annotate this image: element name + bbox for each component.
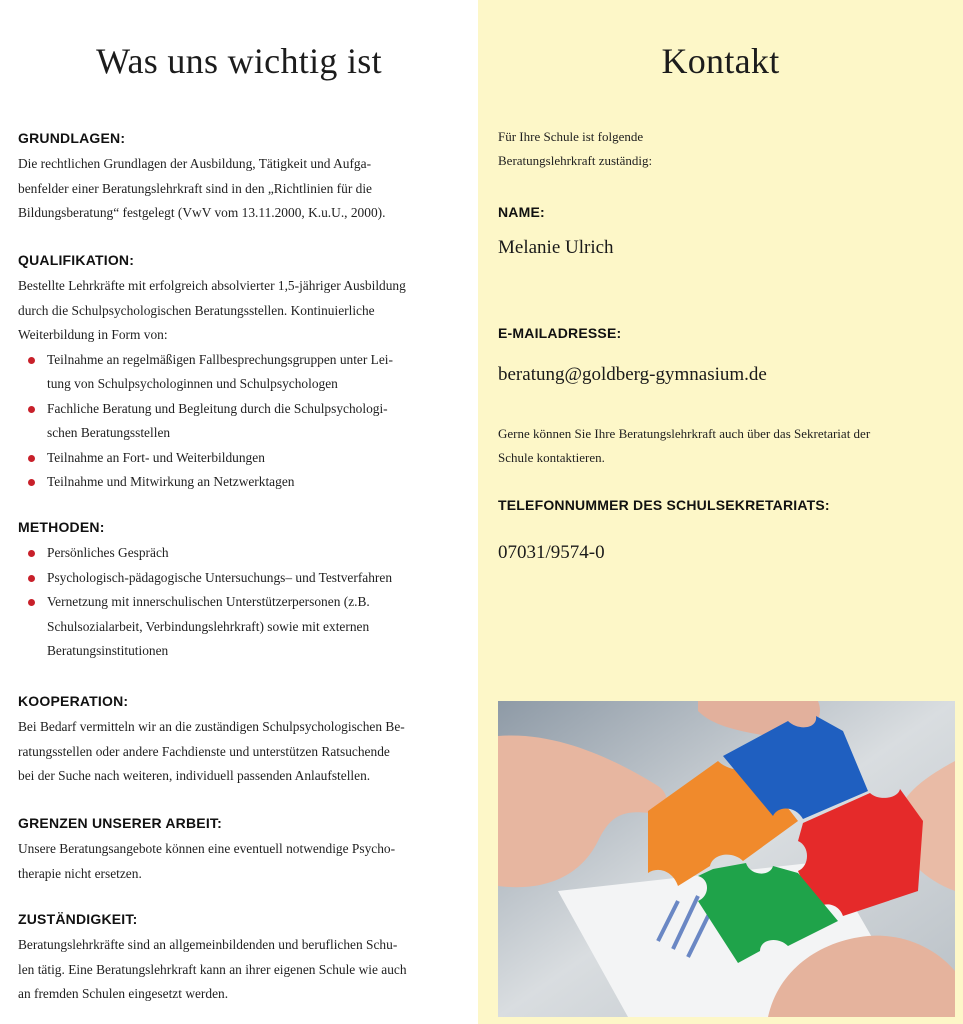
contact-title: Kontakt <box>661 41 780 81</box>
text-line: Unsere Beratungsangebote können eine eventuell notwendige Psycho- <box>18 841 396 856</box>
text-line: Weiterbildung in Form von: <box>18 327 168 342</box>
bullet-icon <box>28 455 35 462</box>
phone-value: 07031/9574-0 <box>498 542 605 563</box>
text-line: Für Ihre Schule ist folgende <box>498 129 644 144</box>
item-line: Fachliche Beratung und Begleitung durch die Schulpsychologi- <box>47 400 388 416</box>
text-line: bei der Suche nach weiteren, individuell passenden Anlaufstellen. <box>18 768 371 783</box>
bullet-icon <box>28 550 35 557</box>
item-line: Teilnahme an regelmäßigen Fallbesprechungsgruppen unter Lei- <box>47 351 393 367</box>
methoden-list <box>18 541 463 664</box>
bullet-icon <box>28 599 35 606</box>
section-qualifikation <box>18 251 463 495</box>
text-line: Beratungslehrkräfte sind an allgemeinbildenden und beruflichen Schu- <box>18 937 398 952</box>
puzzle-photo <box>498 701 955 1017</box>
text-line: ratungsstellen oder andere Fachdienste und unterstützen Ratsuchende <box>18 743 390 759</box>
text-line: len tätig. Eine Beratungslehrkraft kann an ihrer eigenen Schule wie auch <box>18 961 407 977</box>
text-line: therapie nicht ersetzen. <box>18 865 142 881</box>
bullet-icon <box>28 357 35 364</box>
name-label: NAME: <box>498 204 545 220</box>
zustaendigkeit-text <box>18 933 463 1007</box>
item-line: tung von Schulpsychologinnen und Schulpsychologen <box>47 376 338 391</box>
phone-label: TELEFONNUMMER DES SCHULSEKRETARIATS: <box>498 497 830 513</box>
heading-grundlagen: GRUNDLAGEN: <box>18 130 126 146</box>
heading-methoden: METHODEN: <box>18 519 105 535</box>
grundlagen-text <box>18 152 463 226</box>
bullet-icon <box>28 479 35 486</box>
puzzle-illustration <box>498 701 955 1017</box>
email-label: E-MAILADRESSE: <box>498 325 622 341</box>
text-line: Schule kontaktieren. <box>498 450 605 465</box>
section-grenzen <box>18 814 463 886</box>
qualifikation-text <box>18 274 463 348</box>
item-line: Vernetzung mit innerschulischen Unterstützerpersonen (z.B. <box>47 594 370 609</box>
item-line: Beratungsinstitutionen <box>47 643 169 658</box>
contact-note <box>498 422 948 470</box>
kooperation-text <box>18 715 463 789</box>
qualifikation-list <box>18 348 463 495</box>
list-item <box>18 566 463 591</box>
item-line: Psychologisch-pädagogische Untersuchungs– und Testverfahren <box>47 569 393 585</box>
text-line: Bei Bedarf vermitteln wir an die zuständigen Schulpsychologischen Be- <box>18 719 405 734</box>
section-kooperation <box>18 692 463 789</box>
section-zustaendigkeit <box>18 910 463 1007</box>
text-line: Beratungslehrkraft zuständig: <box>498 153 653 168</box>
list-item <box>18 348 463 397</box>
list-item <box>18 590 463 664</box>
item-line: Teilnahme an Fort- und Weiterbildungen <box>47 449 265 465</box>
bullet-icon <box>28 575 35 582</box>
item-line: schen Beratungsstellen <box>47 425 171 440</box>
section-methoden <box>18 518 463 664</box>
text-line: durch die Schulpsychologischen Beratungsstellen. Kontinuierliche <box>18 302 375 318</box>
email-value[interactable]: beratung@goldberg-gymnasium.de <box>498 364 767 385</box>
item-line: Schulsozialarbeit, Verbindungslehrkraft) sowie mit externen <box>47 618 370 634</box>
section-grundlagen <box>18 129 463 226</box>
text-line: an fremden Schulen eingesetzt werden. <box>18 986 229 1001</box>
heading-grenzen: GRENZEN UNSERER ARBEIT: <box>18 815 222 831</box>
list-item <box>18 470 463 495</box>
heading-zustaendigkeit: ZUSTÄNDIGKEIT: <box>18 911 138 927</box>
left-column <box>0 0 478 1024</box>
heading-qualifikation: QUALIFIKATION: <box>18 252 135 268</box>
text-line: Gerne können Sie Ihre Beratungslehrkraft auch über das Sekretariat der <box>498 426 871 441</box>
list-item <box>18 446 463 471</box>
contact-intro <box>498 125 948 173</box>
list-item <box>18 541 463 566</box>
grenzen-text <box>18 837 463 886</box>
item-line: Teilnahme und Mitwirkung an Netzwerktagen <box>47 474 295 489</box>
contact-column <box>478 0 963 1024</box>
list-item <box>18 397 463 446</box>
heading-kooperation: KOOPERATION: <box>18 693 129 709</box>
left-title: Was uns wichtig ist <box>96 41 382 81</box>
item-line: Persönliches Gespräch <box>47 545 169 560</box>
text-line: benfelder einer Beratungslehrkraft sind in den „Richtlinien für die <box>18 180 372 196</box>
name-value: Melanie Ulrich <box>498 237 614 258</box>
text-line: Bildungsberatung“ festgelegt (VwV vom 13.11.2000, K.u.U., 2000). <box>18 205 386 220</box>
text-line: Bestellte Lehrkräfte mit erfolgreich absolvierter 1,5-jähriger Ausbildung <box>18 278 406 293</box>
bullet-icon <box>28 406 35 413</box>
text-line: Die rechtlichen Grundlagen der Ausbildung, Tätigkeit und Aufga- <box>18 156 372 171</box>
